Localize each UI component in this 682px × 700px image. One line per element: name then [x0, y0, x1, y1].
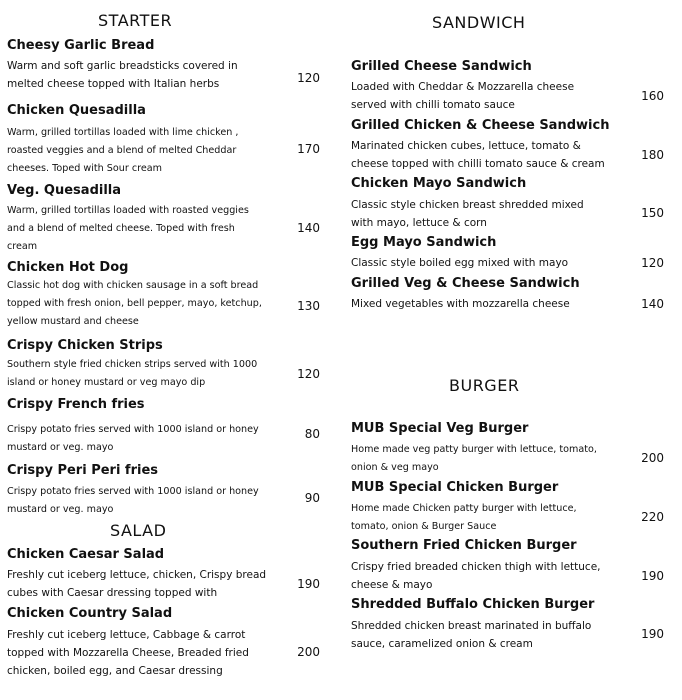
section-heading-salad: SALAD — [110, 521, 167, 540]
item-price: 150 — [641, 206, 664, 220]
item-name: Southern Fried Chicken Burger — [351, 538, 577, 553]
section-heading-starter: STARTER — [98, 11, 173, 30]
item-description: Mixed vegetables with mozzarella cheese — [351, 298, 570, 310]
item-name: MUB Special Chicken Burger — [351, 480, 559, 495]
item-description: Crispy potato fries served with 1000 island or honey mustard or veg. mayo — [7, 424, 259, 453]
item-description: Freshly cut iceberg lettuce, Cabbage & carrot topped with Mozzarella Cheese, Breaded fried chicken, boiled egg, and Caesar dressing — [7, 629, 249, 677]
item-name: Crispy French fries — [7, 397, 145, 412]
item-price: 90 — [304, 491, 320, 505]
item-price: 220 — [641, 510, 664, 524]
item-name: Crispy Peri Peri fries — [7, 463, 159, 478]
item-name: Chicken Quesadilla — [7, 103, 146, 118]
section-heading-burger: BURGER — [449, 376, 520, 395]
item-price: 80 — [304, 427, 320, 441]
item-price: 130 — [297, 299, 320, 313]
item-name: Grilled Chicken & Cheese Sandwich — [351, 118, 610, 133]
item-price: 140 — [297, 221, 320, 235]
item-name: Egg Mayo Sandwich — [351, 235, 497, 250]
item-price: 200 — [641, 451, 664, 465]
item-name: Crispy Chicken Strips — [7, 338, 163, 353]
item-description: Warm and soft garlic breadsticks covered in melted cheese topped with Italian herbs — [7, 60, 238, 90]
item-description: Warm, grilled tortillas loaded with roasted veggies and a blend of melted cheese. Toped with fresh cream — [7, 205, 249, 252]
item-description: Crispy fried breaded chicken thigh with lettuce, cheese & mayo — [351, 561, 601, 591]
item-description: Loaded with Cheddar & Mozzarella cheese served with chilli tomato sauce — [351, 81, 575, 111]
item-description: Home made Chicken patty burger with lettuce, tomato, onion & Burger Sauce — [351, 503, 577, 532]
item-price: 170 — [297, 142, 320, 156]
item-price: 120 — [297, 367, 320, 381]
item-name: Grilled Cheese Sandwich — [351, 59, 532, 74]
item-price: 190 — [641, 627, 664, 641]
item-description: Marinated chicken cubes, lettuce, tomato & cheese topped with chilli tomato sauce & cream — [351, 140, 605, 170]
item-price: 200 — [297, 645, 320, 659]
item-description: Home made veg patty burger with lettuce, tomato, onion & veg mayo — [351, 444, 597, 473]
item-name: Cheesy Garlic Bread — [7, 38, 155, 53]
item-name: Chicken Mayo Sandwich — [351, 176, 527, 191]
item-name: Shredded Buffalo Chicken Burger — [351, 597, 595, 612]
item-price: 120 — [641, 256, 664, 270]
item-price: 140 — [641, 297, 664, 311]
item-description: Warm, grilled tortillas loaded with lime chicken , roasted veggies and a blend of melted Cheddar cheeses. Toped with Sour cream — [7, 127, 239, 174]
item-price: 190 — [297, 577, 320, 591]
item-price: 190 — [641, 569, 664, 583]
item-name: Veg. Quesadilla — [7, 183, 122, 198]
item-name: Chicken Country Salad — [7, 606, 173, 621]
item-description: Classic style boiled egg mixed with mayo — [351, 257, 569, 269]
item-price: 180 — [641, 148, 664, 162]
item-description: Classic hot dog with chicken sausage in a soft bread topped with fresh onion, bell pepper, mayo, ketchup, yellow mustard and cheese — [7, 280, 262, 327]
section-heading-sandwich: SANDWICH — [432, 13, 526, 32]
item-name: Chicken Hot Dog — [7, 260, 129, 275]
item-description: Crispy potato fries served with 1000 island or honey mustard or veg. mayo — [7, 486, 259, 515]
item-name: MUB Special Veg Burger — [351, 421, 529, 436]
item-description: Shredded chicken breast marinated in buffalo sauce, caramelized onion & cream — [351, 620, 592, 650]
item-name: Grilled Veg & Cheese Sandwich — [351, 276, 580, 291]
item-price: 160 — [641, 89, 664, 103]
item-description: Classic style chicken breast shredded mixed with mayo, lettuce & corn — [351, 199, 584, 229]
item-description: Southern style fried chicken strips served with 1000 island or honey mustard or veg mayo dip — [7, 359, 258, 388]
item-name: Chicken Caesar Salad — [7, 547, 165, 562]
item-price: 120 — [297, 71, 320, 85]
item-description: Freshly cut iceberg lettuce, chicken, Crispy bread cubes with Caesar dressing topped with — [7, 569, 267, 599]
